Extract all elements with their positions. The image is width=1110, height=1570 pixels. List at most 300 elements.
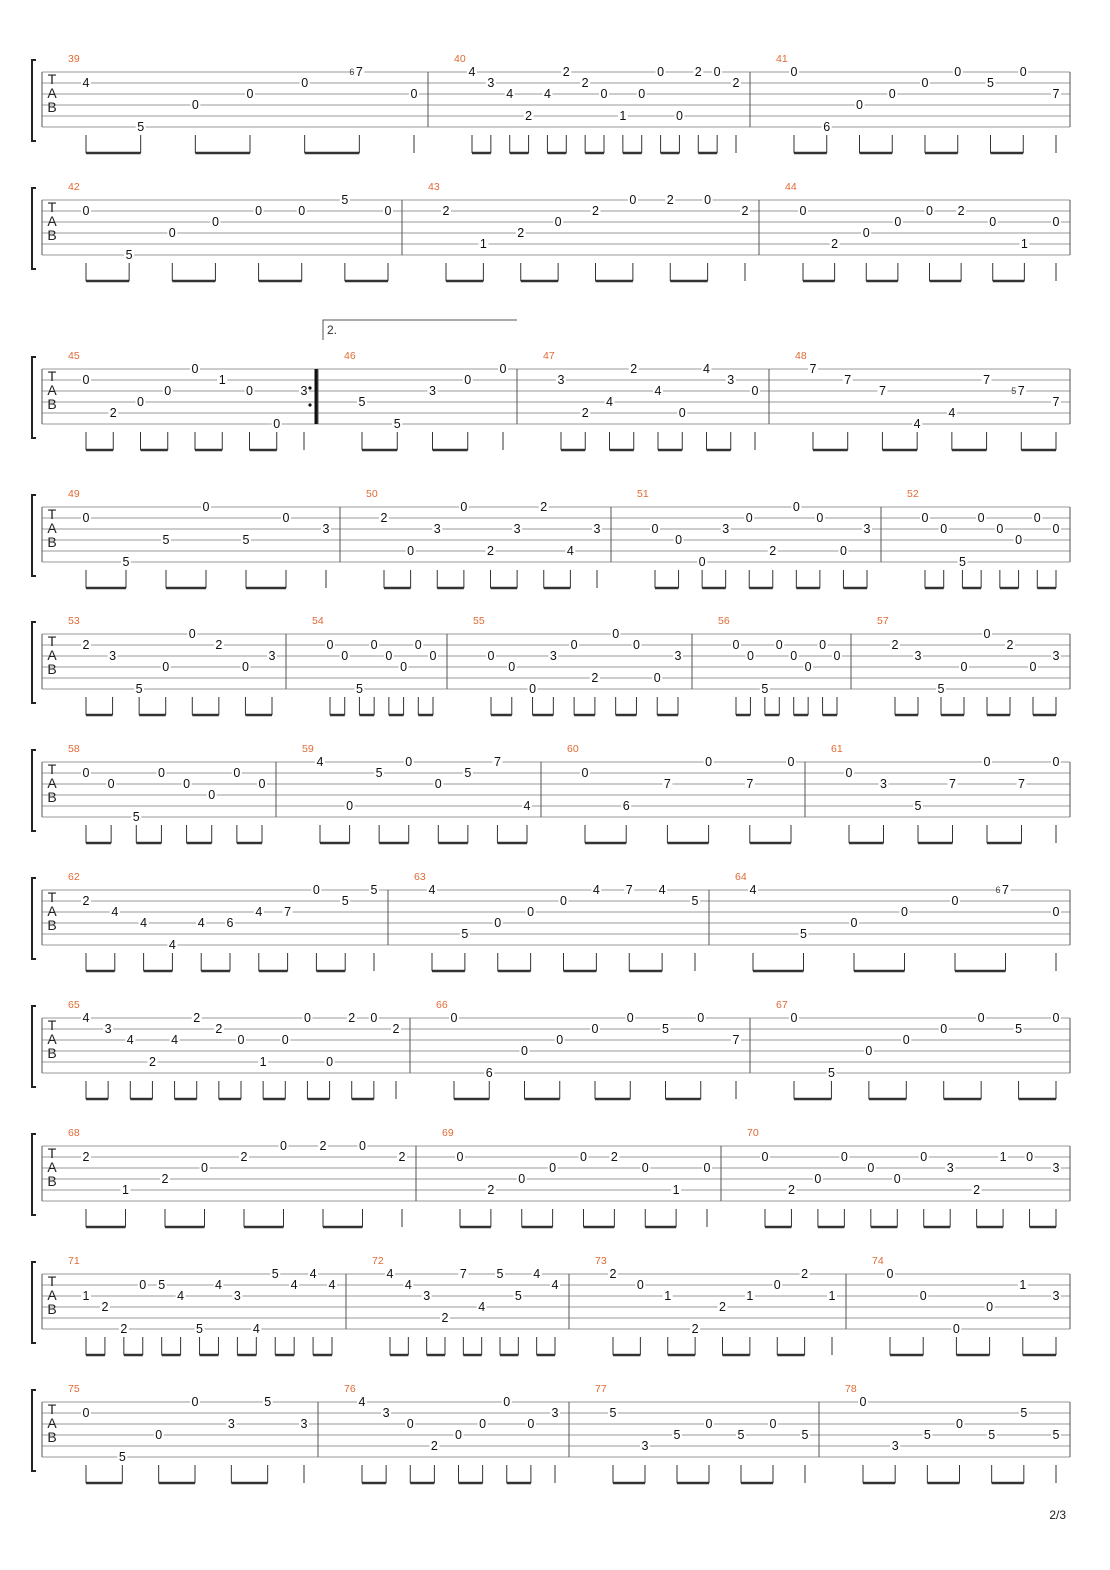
fret-number: 4	[214, 1278, 222, 1292]
fret-number: 3	[227, 1417, 235, 1431]
system-bracket	[32, 357, 36, 438]
fret-number: 1	[619, 109, 627, 123]
fret-number: 1	[828, 1289, 836, 1303]
fret-number: 0	[1052, 522, 1060, 536]
fret-number: 0	[952, 1322, 960, 1336]
fret-number: 0	[893, 1172, 901, 1186]
fret-number: 4	[658, 883, 666, 897]
fret-number: 2	[694, 65, 702, 79]
fret-number: 0	[503, 1395, 511, 1409]
fret-number: 4	[197, 916, 205, 930]
fret-number: 0	[629, 193, 637, 207]
fret-number: 5	[673, 1428, 681, 1442]
measure-number: 52	[907, 488, 919, 500]
fret-number: 2	[609, 1267, 617, 1281]
measure-number: 67	[776, 999, 788, 1011]
fret-number: 5	[125, 248, 133, 262]
fret-number: 0	[202, 500, 210, 514]
tab-clef-letter: A	[47, 520, 57, 536]
fret-number: 2	[240, 1150, 248, 1164]
fret-number: 4	[111, 905, 119, 919]
page-number: 2/3	[1049, 1508, 1066, 1522]
fret-number: 2	[801, 1267, 809, 1281]
fret-number: 0	[845, 766, 853, 780]
measure-number: 56	[718, 615, 730, 627]
fret-number: 0	[162, 660, 170, 674]
fret-number: 0	[790, 1011, 798, 1025]
fret-number: 3	[423, 1289, 431, 1303]
system-bracket	[32, 1390, 36, 1471]
fret-number: 0	[951, 894, 959, 908]
fret-number: 2	[215, 1022, 223, 1036]
fret-number: 3	[322, 522, 330, 536]
fret-number: 7	[844, 373, 852, 387]
fret-number: 3	[268, 649, 276, 663]
fret-number: 5	[132, 810, 140, 824]
fret-number: 2	[487, 1183, 495, 1197]
fret-number: 0	[940, 1022, 948, 1036]
fret-number: 4	[551, 1278, 559, 1292]
system-bracket	[32, 60, 36, 141]
fret-number: 2	[769, 544, 777, 558]
fret-number: 2	[517, 226, 525, 240]
measure-number: 51	[637, 488, 649, 500]
fret-number: 4	[543, 87, 551, 101]
fret-number: 6	[823, 120, 831, 134]
fret-number: 0	[527, 905, 535, 919]
fret-number: 0	[678, 406, 686, 420]
fret-number: 0	[405, 755, 413, 769]
fret-number: 0	[560, 894, 567, 908]
fret-number: 0	[312, 883, 320, 897]
fret-number: 2	[1006, 638, 1014, 652]
fret-number: 2	[592, 204, 599, 218]
fret-number: 0	[1019, 65, 1027, 79]
fret-number: 2	[666, 193, 674, 207]
fret-number: 0	[385, 649, 393, 663]
measure-number: 44	[785, 181, 797, 193]
fret-number: 0	[705, 755, 713, 769]
fret-number: 0	[82, 766, 90, 780]
fret-number: 7	[663, 777, 671, 791]
fret-number: 1	[1019, 1278, 1027, 1292]
fret-number: 0	[273, 417, 281, 431]
fret-number: 5	[801, 1428, 809, 1442]
fret-number: 4	[478, 1300, 486, 1314]
fret-number: 5	[393, 417, 401, 431]
fret-number: 2	[732, 76, 740, 90]
fret-number: 0	[638, 87, 646, 101]
fret-number: 0	[406, 1417, 414, 1431]
fret-number: 2	[741, 204, 749, 218]
fret-number: 0	[641, 1161, 649, 1175]
fret-number: 0	[902, 1033, 910, 1047]
fret-number: 2	[487, 544, 494, 558]
measure-number: 43	[428, 181, 440, 193]
fret-number: 0	[626, 1011, 634, 1025]
fret-number: 0	[859, 1395, 867, 1409]
fret-number: 7	[1052, 395, 1060, 409]
fret-number: 0	[137, 395, 144, 409]
fret-number: 0	[456, 1150, 464, 1164]
fret-number: 0	[856, 98, 863, 112]
fret-number: 0	[326, 638, 334, 652]
fret-number: 0	[746, 649, 754, 663]
fret-number: 4	[592, 883, 600, 897]
measure-number: 39	[68, 53, 80, 65]
fret-number: 1	[479, 237, 487, 251]
fret-number: 0	[157, 766, 165, 780]
fret-number: 0	[479, 1417, 487, 1431]
tab-clef-letter: B	[47, 1429, 57, 1445]
fret-number: 0	[370, 638, 378, 652]
fret-number: 5	[158, 1278, 166, 1292]
fret-number: 3	[300, 1417, 308, 1431]
fret-number: 2	[973, 1183, 981, 1197]
system-bracket	[32, 622, 36, 703]
fret-number: 0	[282, 511, 290, 525]
fret-number: 4	[309, 1267, 317, 1281]
fret-number: 0	[464, 373, 472, 387]
fret-number: 1	[664, 1289, 672, 1303]
fret-number: 0	[281, 1033, 289, 1047]
fret-number: 2	[101, 1300, 109, 1314]
fret-number: 2	[525, 109, 533, 123]
fret-number: 2	[442, 204, 450, 218]
fret-number: 0	[1033, 511, 1041, 525]
fret-number: 2	[691, 1322, 699, 1336]
fret-number: 0	[460, 500, 468, 514]
fret-number: 0	[407, 544, 415, 558]
fret-number: 0	[164, 384, 172, 398]
tab-clef-letter: A	[47, 382, 57, 398]
fret-number: 5	[496, 1267, 504, 1281]
fret-number: 3	[641, 1439, 649, 1453]
fret-number: 5	[196, 1322, 204, 1336]
fret-number: 0	[790, 65, 798, 79]
tab-clef-letter: B	[47, 227, 57, 243]
measure-number: 61	[831, 743, 843, 755]
fret-number: 0	[840, 1150, 848, 1164]
fret-number: 3	[946, 1161, 954, 1175]
fret-number: 1	[746, 1289, 754, 1303]
fret-number: 0	[554, 215, 562, 229]
fret-number: 4	[290, 1278, 298, 1292]
fret-number: 7	[355, 65, 363, 79]
fret-number: 0	[886, 1267, 894, 1281]
measure-number: 50	[366, 488, 378, 500]
tab-clef-letter: A	[47, 1287, 57, 1303]
fret-number: 0	[600, 87, 608, 101]
fret-number: 7	[809, 362, 817, 376]
fret-number: 3	[880, 777, 887, 791]
fret-number: 5	[514, 1289, 522, 1303]
fret-number: 2	[319, 1139, 327, 1153]
fret-number: 0	[775, 638, 783, 652]
fret-number: 4	[358, 1395, 366, 1409]
fret-number: 0	[82, 204, 90, 218]
fret-number: 0	[833, 649, 841, 663]
tab-clef-letter: T	[47, 761, 57, 777]
fret-number: 0	[233, 766, 241, 780]
fret-number: 7	[746, 777, 754, 791]
fret-number: 6	[622, 799, 630, 813]
repeat-dot	[308, 403, 311, 406]
fret-number: 0	[745, 511, 753, 525]
fret-number: 7	[625, 883, 633, 897]
fret-number: 4	[606, 395, 613, 409]
fret-number: 0	[1029, 660, 1037, 674]
fret-number: 2	[957, 204, 965, 218]
measure-number: 78	[845, 1383, 857, 1395]
fret-number: 0	[581, 766, 589, 780]
system-bracket	[32, 1134, 36, 1215]
fret-number: 1	[122, 1183, 129, 1197]
fret-number: 2	[787, 1183, 795, 1197]
fret-number: 7	[493, 755, 501, 769]
fret-number: 0	[359, 1139, 366, 1153]
fret-number: 5	[162, 533, 170, 547]
fret-number: 0	[494, 916, 502, 930]
fret-number: 0	[977, 511, 985, 525]
fret-number: 3	[487, 76, 495, 90]
fret-number: 5	[137, 120, 145, 134]
system-bracket	[32, 1006, 36, 1087]
tab-clef-letter: B	[47, 99, 57, 115]
fret-number: 4	[948, 406, 956, 420]
fret-number: 3	[549, 649, 557, 663]
fret-number: 5	[358, 395, 366, 409]
fret-number: 0	[865, 1044, 873, 1058]
fret-number: 0	[518, 1172, 526, 1186]
fret-number: 0	[983, 755, 991, 769]
fret-number: 0	[713, 65, 721, 79]
fret-number: 2	[82, 638, 90, 652]
fret-number: 5	[1015, 1022, 1023, 1036]
fret-number: 0	[346, 799, 354, 813]
tab-clef-letter: A	[47, 1415, 57, 1431]
fret-number: 2	[120, 1322, 128, 1336]
fret-number: 0	[790, 649, 798, 663]
fret-number: 0	[298, 204, 306, 218]
fret-number: 0	[697, 1011, 705, 1025]
fret-number: 3	[1052, 649, 1060, 663]
tab-clef-letter: B	[47, 789, 57, 805]
tab-clef-letter: T	[47, 1017, 57, 1033]
fret-number: 4	[171, 1033, 179, 1047]
tab-clef-letter: B	[47, 1301, 57, 1317]
fret-number: 2	[719, 1300, 726, 1314]
fret-number: 7	[878, 384, 886, 398]
fret-number: 5	[662, 1022, 669, 1036]
fret-number: 5	[118, 1450, 126, 1464]
measure-number: 58	[68, 743, 80, 755]
fret-number: 0	[82, 373, 90, 387]
fret-number: 0	[839, 544, 847, 558]
fret-number: 5	[914, 799, 922, 813]
fret-number: 4	[506, 87, 514, 101]
fret-number: 0	[434, 777, 442, 791]
fret-number: 3	[433, 522, 441, 536]
system-bracket	[32, 878, 36, 959]
fret-number: 0	[341, 649, 349, 663]
fret-number: 0	[208, 788, 216, 802]
fret-number: 2	[109, 406, 117, 420]
fret-number: 0	[370, 1011, 378, 1025]
fret-number: 0	[211, 215, 219, 229]
fret-number: 3	[300, 384, 308, 398]
measure-number: 71	[68, 1255, 80, 1267]
fret-number: 0	[529, 682, 537, 696]
fret-number: 0	[499, 362, 507, 376]
fret-number: 1	[1020, 237, 1028, 251]
fret-number: 4	[126, 1033, 134, 1047]
fret-number: 4	[468, 65, 476, 79]
fret-number: 0	[940, 522, 948, 536]
fret-number: 3	[593, 522, 601, 536]
fret-number: 4	[82, 76, 90, 90]
measure-number: 65	[68, 999, 80, 1011]
fret-number: 0	[527, 1417, 535, 1431]
fret-number: 0	[201, 1161, 208, 1175]
tab-clef-letter: B	[47, 661, 57, 677]
fret-number: 5	[135, 682, 143, 696]
measure-number: 45	[68, 350, 80, 362]
fret-number: 4	[654, 384, 662, 398]
fret-number: 5	[464, 766, 472, 780]
fret-number: 4	[566, 544, 574, 558]
fret-number: 4	[82, 1011, 90, 1025]
fret-number: 5	[264, 1395, 272, 1409]
tab-clef-letter: B	[47, 1173, 57, 1189]
fret-number: 0	[549, 1161, 557, 1175]
fret-number: 0	[819, 638, 827, 652]
fret-number: 0	[698, 555, 706, 569]
fret-number: 3	[891, 1439, 899, 1453]
fret-number: 0	[960, 660, 968, 674]
volta-bracket	[323, 320, 517, 340]
fret-number: 2	[831, 237, 839, 251]
fret-number: 0	[703, 1161, 711, 1175]
system-bracket	[32, 750, 36, 831]
fret-number: 0	[82, 511, 90, 525]
fret-number: 3	[863, 522, 871, 536]
fret-number: 3	[722, 522, 730, 536]
fret-number: 5	[355, 682, 363, 696]
fret-number: 3	[674, 649, 682, 663]
volta-label: 2.	[327, 323, 338, 337]
fret-number: 5	[370, 883, 378, 897]
measure-number: 40	[454, 53, 466, 65]
fret-number: 4	[523, 799, 531, 813]
fret-number: 3	[557, 373, 565, 387]
fret-number: 0	[191, 1395, 199, 1409]
fret-number: 3	[429, 384, 436, 398]
fret-number: 0	[455, 1428, 462, 1442]
fret-number: 2	[430, 1439, 438, 1453]
measure-number: 64	[735, 871, 747, 883]
fret-number: 2	[610, 1150, 618, 1164]
fret-number: 4	[428, 883, 436, 897]
measure-number: 75	[68, 1383, 80, 1395]
fret-number: 2	[380, 511, 388, 525]
fret-number: 0	[303, 1011, 311, 1025]
measure-number: 48	[795, 350, 807, 362]
fret-number: 0	[450, 1011, 458, 1025]
fret-number: 0	[246, 384, 253, 398]
fret-number: 3	[1052, 1161, 1060, 1175]
tab-clef-letter: B	[47, 917, 57, 933]
fret-number: 5	[341, 193, 349, 207]
fret-number: 0	[989, 215, 997, 229]
fret-number: 0	[246, 87, 254, 101]
fret-number: 2	[591, 671, 599, 685]
fret-number: 2	[398, 1150, 406, 1164]
measure-number: 74	[872, 1255, 884, 1267]
grace-fret-number: 5	[1011, 386, 1017, 396]
tab-clef-letter: T	[47, 506, 57, 522]
fret-number: 0	[237, 1033, 245, 1047]
grace-fret-number: 6	[995, 885, 1001, 895]
fret-number: 3	[1052, 1289, 1060, 1303]
fret-number: 2	[891, 638, 899, 652]
fret-number: 5	[691, 894, 699, 908]
fret-number: 0	[139, 1278, 147, 1292]
fret-number: 0	[410, 87, 418, 101]
repeat-dot	[308, 386, 311, 389]
fret-number: 7	[1052, 87, 1060, 101]
fret-number: 0	[867, 1161, 875, 1175]
fret-number: 5	[988, 1428, 996, 1442]
fret-number: 2	[581, 406, 589, 420]
fret-number: 0	[769, 1417, 777, 1431]
fret-number: 4	[913, 417, 921, 431]
fret-number: 5	[761, 682, 769, 696]
fret-number: 5	[923, 1428, 931, 1442]
fret-number: 4	[533, 1267, 541, 1281]
fret-number: 5	[1052, 1428, 1060, 1442]
system-bracket	[32, 495, 36, 576]
fret-number: 0	[429, 649, 437, 663]
fret-number: 0	[799, 204, 807, 218]
fret-number: 0	[986, 1300, 994, 1314]
fret-number: 0	[632, 638, 640, 652]
fret-number: 0	[996, 522, 1004, 536]
tab-clef-letter: B	[47, 534, 57, 550]
fret-number: 7	[284, 905, 292, 919]
tab-clef-letter: B	[47, 1045, 57, 1061]
fret-number: 0	[580, 1150, 587, 1164]
fret-number: 0	[1052, 755, 1060, 769]
measure-number: 77	[595, 1383, 607, 1395]
fret-number: 4	[386, 1267, 394, 1281]
fret-number: 5	[937, 682, 945, 696]
fret-number: 0	[804, 660, 812, 674]
fret-number: 5	[800, 927, 807, 941]
fret-number: 0	[773, 1278, 781, 1292]
fret-number: 0	[787, 755, 795, 769]
fret-number: 0	[919, 1289, 927, 1303]
measure-number: 41	[776, 53, 788, 65]
fret-number: 0	[280, 1139, 287, 1153]
fret-number: 1	[672, 1183, 680, 1197]
fret-number: 0	[1026, 1150, 1034, 1164]
fret-number: 0	[675, 109, 683, 123]
fret-number: 2	[540, 500, 548, 514]
tab-clef-letter: T	[47, 889, 57, 905]
measure-number: 53	[68, 615, 80, 627]
fret-number: 2	[348, 1011, 356, 1025]
